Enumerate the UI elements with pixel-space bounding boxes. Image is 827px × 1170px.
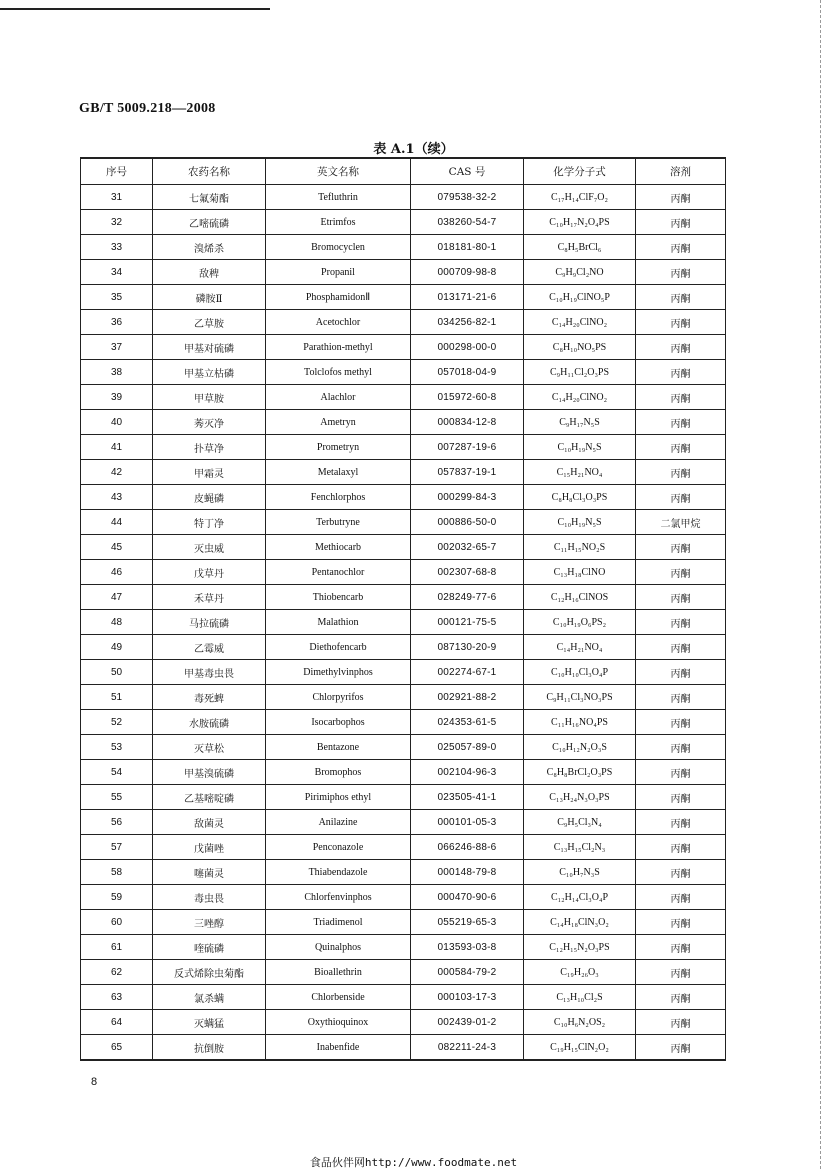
cell-serial-number: 56 bbox=[81, 810, 153, 835]
cell-english-name: Bromophos bbox=[266, 760, 411, 785]
cell-chemical-formula: C₁₀H₁₉N₅S bbox=[524, 510, 636, 535]
table-body bbox=[81, 185, 726, 1061]
header-cas-number: CAS 号 bbox=[411, 158, 524, 185]
cell-cas-number: 013171-21-6 bbox=[411, 285, 524, 310]
cell-cas-number: 000470-90-6 bbox=[411, 885, 524, 910]
cell-english-name: Pirimiphos ethyl bbox=[266, 785, 411, 810]
cell-pesticide-name: 乙草胺 bbox=[153, 310, 266, 335]
cell-solvent: 丙酮 bbox=[636, 960, 726, 985]
table-row bbox=[81, 285, 726, 310]
cell-pesticide-name: 敌菌灵 bbox=[153, 810, 266, 835]
cell-pesticide-name: 禾草丹 bbox=[153, 585, 266, 610]
table-row bbox=[81, 260, 726, 285]
cell-pesticide-name: 抗倒胺 bbox=[153, 1035, 266, 1061]
scan-edge bbox=[819, 0, 821, 1169]
cell-english-name: Chlorfenvinphos bbox=[266, 885, 411, 910]
cell-serial-number: 52 bbox=[81, 710, 153, 735]
cell-pesticide-name: 反式烯除虫菊酯 bbox=[153, 960, 266, 985]
cell-cas-number: 002921-88-2 bbox=[411, 685, 524, 710]
cell-serial-number: 37 bbox=[81, 335, 153, 360]
cell-pesticide-name: 莠灭净 bbox=[153, 410, 266, 435]
cell-english-name: Quinalphos bbox=[266, 935, 411, 960]
cell-chemical-formula: C₉H₅Cl₃N₄ bbox=[524, 810, 636, 835]
header-serial-number: 序号 bbox=[81, 158, 153, 185]
cell-solvent: 丙酮 bbox=[636, 485, 726, 510]
cell-serial-number: 53 bbox=[81, 735, 153, 760]
cell-english-name: Terbutryne bbox=[266, 510, 411, 535]
cell-solvent: 丙酮 bbox=[636, 285, 726, 310]
table-row bbox=[81, 360, 726, 385]
cell-chemical-formula: C₁₉H₂₆O₃ bbox=[524, 960, 636, 985]
cell-chemical-formula: C₁₄H₂₀ClNO₂ bbox=[524, 310, 636, 335]
cell-serial-number: 39 bbox=[81, 385, 153, 410]
cell-serial-number: 38 bbox=[81, 360, 153, 385]
table-row bbox=[81, 560, 726, 585]
cell-cas-number: 002307-68-8 bbox=[411, 560, 524, 585]
cell-pesticide-name: 戊菌唑 bbox=[153, 835, 266, 860]
cell-cas-number: 079538-32-2 bbox=[411, 185, 524, 210]
table-row bbox=[81, 610, 726, 635]
cell-pesticide-name: 甲霜灵 bbox=[153, 460, 266, 485]
cell-chemical-formula: C₁₄H₂₁NO₄ bbox=[524, 635, 636, 660]
cell-serial-number: 58 bbox=[81, 860, 153, 885]
table-row bbox=[81, 335, 726, 360]
cell-chemical-formula: C₁₂H₁₅N₂O₃PS bbox=[524, 935, 636, 960]
table-row bbox=[81, 810, 726, 835]
cell-english-name: Diethofencarb bbox=[266, 635, 411, 660]
cell-chemical-formula: C₁₃H₁₅Cl₂N₃ bbox=[524, 835, 636, 860]
table-row bbox=[81, 460, 726, 485]
cell-cas-number: 007287-19-6 bbox=[411, 435, 524, 460]
cell-chemical-formula: C₁₃H₂₄N₃O₃PS bbox=[524, 785, 636, 810]
page-number: 8 bbox=[91, 1076, 98, 1088]
cell-solvent: 丙酮 bbox=[636, 235, 726, 260]
table-row bbox=[81, 760, 726, 785]
cell-english-name: Parathion-methyl bbox=[266, 335, 411, 360]
standard-code: GB/T 5009.218—2008 bbox=[79, 101, 216, 116]
cell-pesticide-name: 磷胺Ⅱ bbox=[153, 285, 266, 310]
cell-pesticide-name: 噻菌灵 bbox=[153, 860, 266, 885]
cell-solvent: 丙酮 bbox=[636, 910, 726, 935]
cell-chemical-formula: C₁₄H₁₈ClN₃O₂ bbox=[524, 910, 636, 935]
cell-solvent: 丙酮 bbox=[636, 935, 726, 960]
cell-serial-number: 57 bbox=[81, 835, 153, 860]
cell-solvent: 丙酮 bbox=[636, 785, 726, 810]
cell-solvent: 丙酮 bbox=[636, 660, 726, 685]
table-row bbox=[81, 935, 726, 960]
cell-english-name: Chlorpyrifos bbox=[266, 685, 411, 710]
cell-cas-number: 002032-65-7 bbox=[411, 535, 524, 560]
cell-cas-number: 002439-01-2 bbox=[411, 1010, 524, 1035]
cell-solvent: 丙酮 bbox=[636, 560, 726, 585]
cell-pesticide-name: 甲基毒虫畏 bbox=[153, 660, 266, 685]
cell-chemical-formula: C₁₅H₂₁NO₄ bbox=[524, 460, 636, 485]
table-row bbox=[81, 535, 726, 560]
cell-serial-number: 45 bbox=[81, 535, 153, 560]
cell-pesticide-name: 皮蝇磷 bbox=[153, 485, 266, 510]
cell-serial-number: 41 bbox=[81, 435, 153, 460]
table-title: 表 A.1（续） bbox=[373, 142, 454, 157]
cell-solvent: 丙酮 bbox=[636, 635, 726, 660]
cell-pesticide-name: 乙基嘧啶磷 bbox=[153, 785, 266, 810]
cell-english-name: Tolclofos methyl bbox=[266, 360, 411, 385]
cell-cas-number: 000886-50-0 bbox=[411, 510, 524, 535]
cell-serial-number: 35 bbox=[81, 285, 153, 310]
cell-serial-number: 33 bbox=[81, 235, 153, 260]
cell-chemical-formula: C₁₇H₁₄ClF₇O₂ bbox=[524, 185, 636, 210]
cell-solvent: 丙酮 bbox=[636, 685, 726, 710]
cell-solvent: 丙酮 bbox=[636, 585, 726, 610]
cell-pesticide-name: 戊草丹 bbox=[153, 560, 266, 585]
table-row bbox=[81, 660, 726, 685]
cell-pesticide-name: 毒虫畏 bbox=[153, 885, 266, 910]
cell-cas-number: 000298-00-0 bbox=[411, 335, 524, 360]
cell-pesticide-name: 灭虫威 bbox=[153, 535, 266, 560]
cell-solvent: 丙酮 bbox=[636, 610, 726, 635]
table-row bbox=[81, 185, 726, 210]
cell-serial-number: 34 bbox=[81, 260, 153, 285]
table-row bbox=[81, 885, 726, 910]
cell-chemical-formula: C₈H₈BrCl₂O₃PS bbox=[524, 760, 636, 785]
cell-solvent: 丙酮 bbox=[636, 760, 726, 785]
cell-english-name: Metalaxyl bbox=[266, 460, 411, 485]
cell-solvent: 丙酮 bbox=[636, 860, 726, 885]
cell-english-name: Penconazole bbox=[266, 835, 411, 860]
cell-serial-number: 49 bbox=[81, 635, 153, 660]
cell-cas-number: 025057-89-0 bbox=[411, 735, 524, 760]
cell-english-name: Inabenfide bbox=[266, 1035, 411, 1061]
cell-serial-number: 32 bbox=[81, 210, 153, 235]
cell-solvent: 丙酮 bbox=[636, 460, 726, 485]
cell-solvent: 丙酮 bbox=[636, 535, 726, 560]
cell-chemical-formula: C₁₁H₁₅NO₂S bbox=[524, 535, 636, 560]
cell-chemical-formula: C₁₁H₁₆NO₄PS bbox=[524, 710, 636, 735]
cell-chemical-formula: C₈H₈Cl₃O₃PS bbox=[524, 485, 636, 510]
table-row bbox=[81, 685, 726, 710]
cell-solvent: 丙酮 bbox=[636, 735, 726, 760]
cell-chemical-formula: C₁₀H₁₀Cl₃O₄P bbox=[524, 660, 636, 685]
cell-english-name: PhosphamidonⅡ bbox=[266, 285, 411, 310]
top-rule bbox=[0, 8, 270, 10]
cell-pesticide-name: 马拉硫磷 bbox=[153, 610, 266, 635]
cell-english-name: Thiabendazole bbox=[266, 860, 411, 885]
cell-cas-number: 028249-77-6 bbox=[411, 585, 524, 610]
cell-pesticide-name: 甲基溴硫磷 bbox=[153, 760, 266, 785]
cell-chemical-formula: C₁₂H₁₆ClNOS bbox=[524, 585, 636, 610]
table-row bbox=[81, 960, 726, 985]
cell-cas-number: 024353-61-5 bbox=[411, 710, 524, 735]
cell-solvent: 丙酮 bbox=[636, 885, 726, 910]
table-row bbox=[81, 235, 726, 260]
footer-watermark: 食品伙伴网http://www.foodmate.net bbox=[309, 1156, 518, 1169]
cell-serial-number: 55 bbox=[81, 785, 153, 810]
cell-pesticide-name: 喹硫磷 bbox=[153, 935, 266, 960]
cell-serial-number: 44 bbox=[81, 510, 153, 535]
cell-serial-number: 42 bbox=[81, 460, 153, 485]
cell-solvent: 丙酮 bbox=[636, 185, 726, 210]
cell-chemical-formula: C₁₂H₁₄Cl₃O₄P bbox=[524, 885, 636, 910]
cell-english-name: Bentazone bbox=[266, 735, 411, 760]
cell-english-name: Acetochlor bbox=[266, 310, 411, 335]
cell-chemical-formula: C₉H₁₁Cl₃NO₃PS bbox=[524, 685, 636, 710]
cell-serial-number: 65 bbox=[81, 1035, 153, 1061]
cell-solvent: 丙酮 bbox=[636, 260, 726, 285]
cell-solvent: 丙酮 bbox=[636, 710, 726, 735]
cell-chemical-formula: C₁₀H₁₉N₅S bbox=[524, 435, 636, 460]
cell-chemical-formula: C₁₀H₆N₂OS₂ bbox=[524, 1010, 636, 1035]
table-row bbox=[81, 910, 726, 935]
cell-pesticide-name: 敌稗 bbox=[153, 260, 266, 285]
cell-chemical-formula: C₉H₁₇N₅S bbox=[524, 410, 636, 435]
cell-chemical-formula: C₁₀H₁₇N₂O₄PS bbox=[524, 210, 636, 235]
cell-pesticide-name: 乙霉威 bbox=[153, 635, 266, 660]
cell-serial-number: 40 bbox=[81, 410, 153, 435]
cell-solvent: 二氯甲烷 bbox=[636, 510, 726, 535]
cell-english-name: Prometryn bbox=[266, 435, 411, 460]
cell-solvent: 丙酮 bbox=[636, 835, 726, 860]
cell-solvent: 丙酮 bbox=[636, 335, 726, 360]
cell-serial-number: 63 bbox=[81, 985, 153, 1010]
cell-solvent: 丙酮 bbox=[636, 1010, 726, 1035]
cell-chemical-formula: C₁₄H₂₀ClNO₂ bbox=[524, 385, 636, 410]
cell-chemical-formula: C₈H₅BrCl₆ bbox=[524, 235, 636, 260]
table-row bbox=[81, 410, 726, 435]
cell-solvent: 丙酮 bbox=[636, 1035, 726, 1061]
cell-cas-number: 057018-04-9 bbox=[411, 360, 524, 385]
cell-english-name: Methiocarb bbox=[266, 535, 411, 560]
table-row bbox=[81, 710, 726, 735]
cell-solvent: 丙酮 bbox=[636, 310, 726, 335]
cell-serial-number: 48 bbox=[81, 610, 153, 635]
cell-chemical-formula: C₉H₁₁Cl₂O₃PS bbox=[524, 360, 636, 385]
cell-english-name: Pentanochlor bbox=[266, 560, 411, 585]
pesticide-table bbox=[80, 157, 726, 1061]
cell-cas-number: 000299-84-3 bbox=[411, 485, 524, 510]
cell-serial-number: 54 bbox=[81, 760, 153, 785]
cell-cas-number: 000121-75-5 bbox=[411, 610, 524, 635]
cell-cas-number: 000103-17-3 bbox=[411, 985, 524, 1010]
cell-cas-number: 082211-24-3 bbox=[411, 1035, 524, 1061]
header-english-name: 英文名称 bbox=[266, 158, 411, 185]
table-row bbox=[81, 435, 726, 460]
cell-serial-number: 51 bbox=[81, 685, 153, 710]
table-row bbox=[81, 1010, 726, 1035]
cell-solvent: 丙酮 bbox=[636, 210, 726, 235]
cell-serial-number: 59 bbox=[81, 885, 153, 910]
cell-serial-number: 46 bbox=[81, 560, 153, 585]
table-row bbox=[81, 385, 726, 410]
cell-pesticide-name: 甲基立枯磷 bbox=[153, 360, 266, 385]
cell-cas-number: 002274-67-1 bbox=[411, 660, 524, 685]
cell-pesticide-name: 毒死蜱 bbox=[153, 685, 266, 710]
table-row bbox=[81, 785, 726, 810]
cell-english-name: Bromocyclen bbox=[266, 235, 411, 260]
cell-english-name: Dimethylvinphos bbox=[266, 660, 411, 685]
cell-pesticide-name: 三唑醇 bbox=[153, 910, 266, 935]
cell-english-name: Ametryn bbox=[266, 410, 411, 435]
cell-pesticide-name: 特丁净 bbox=[153, 510, 266, 535]
cell-english-name: Thiobencarb bbox=[266, 585, 411, 610]
cell-english-name: Chlorbenside bbox=[266, 985, 411, 1010]
cell-english-name: Tefluthrin bbox=[266, 185, 411, 210]
table-row bbox=[81, 735, 726, 760]
cell-english-name: Malathion bbox=[266, 610, 411, 635]
cell-serial-number: 36 bbox=[81, 310, 153, 335]
cell-english-name: Etrimfos bbox=[266, 210, 411, 235]
cell-pesticide-name: 水胺硫磷 bbox=[153, 710, 266, 735]
table-row bbox=[81, 585, 726, 610]
cell-english-name: Alachlor bbox=[266, 385, 411, 410]
cell-serial-number: 61 bbox=[81, 935, 153, 960]
table-row bbox=[81, 210, 726, 235]
cell-cas-number: 023505-41-1 bbox=[411, 785, 524, 810]
cell-pesticide-name: 七氟菊酯 bbox=[153, 185, 266, 210]
cell-cas-number: 000584-79-2 bbox=[411, 960, 524, 985]
table-row bbox=[81, 310, 726, 335]
cell-serial-number: 31 bbox=[81, 185, 153, 210]
cell-chemical-formula: C₉H₉Cl₂NO bbox=[524, 260, 636, 285]
cell-cas-number: 000709-98-8 bbox=[411, 260, 524, 285]
cell-solvent: 丙酮 bbox=[636, 810, 726, 835]
cell-solvent: 丙酮 bbox=[636, 435, 726, 460]
cell-pesticide-name: 甲草胺 bbox=[153, 385, 266, 410]
cell-cas-number: 000834-12-8 bbox=[411, 410, 524, 435]
cell-cas-number: 034256-82-1 bbox=[411, 310, 524, 335]
table-row bbox=[81, 635, 726, 660]
cell-cas-number: 066246-88-6 bbox=[411, 835, 524, 860]
cell-serial-number: 43 bbox=[81, 485, 153, 510]
cell-pesticide-name: 乙嘧硫磷 bbox=[153, 210, 266, 235]
cell-chemical-formula: C₁₀H₁₉O₆PS₂ bbox=[524, 610, 636, 635]
cell-chemical-formula: C₁₃H₁₀Cl₂S bbox=[524, 985, 636, 1010]
cell-serial-number: 60 bbox=[81, 910, 153, 935]
cell-serial-number: 47 bbox=[81, 585, 153, 610]
cell-pesticide-name: 溴烯杀 bbox=[153, 235, 266, 260]
table-row bbox=[81, 1035, 726, 1061]
cell-cas-number: 015972-60-8 bbox=[411, 385, 524, 410]
cell-cas-number: 002104-96-3 bbox=[411, 760, 524, 785]
cell-cas-number: 038260-54-7 bbox=[411, 210, 524, 235]
cell-cas-number: 018181-80-1 bbox=[411, 235, 524, 260]
cell-chemical-formula: C₁₀H₇N₃S bbox=[524, 860, 636, 885]
header-solvent: 溶剂 bbox=[636, 158, 726, 185]
cell-english-name: Isocarbophos bbox=[266, 710, 411, 735]
cell-pesticide-name: 灭螨猛 bbox=[153, 1010, 266, 1035]
cell-pesticide-name: 氯杀螨 bbox=[153, 985, 266, 1010]
cell-chemical-formula: C₁₃H₁₈ClNO bbox=[524, 560, 636, 585]
header-chemical-formula: 化学分子式 bbox=[524, 158, 636, 185]
cell-pesticide-name: 甲基对硫磷 bbox=[153, 335, 266, 360]
cell-chemical-formula: C₁₀H₁₉ClNO₅P bbox=[524, 285, 636, 310]
table-header-row bbox=[81, 158, 726, 185]
table-row bbox=[81, 835, 726, 860]
cell-serial-number: 62 bbox=[81, 960, 153, 985]
cell-solvent: 丙酮 bbox=[636, 985, 726, 1010]
cell-english-name: Oxythioquinox bbox=[266, 1010, 411, 1035]
header-pesticide-name: 农药名称 bbox=[153, 158, 266, 185]
cell-cas-number: 000101-05-3 bbox=[411, 810, 524, 835]
cell-english-name: Fenchlorphos bbox=[266, 485, 411, 510]
cell-english-name: Triadimenol bbox=[266, 910, 411, 935]
cell-solvent: 丙酮 bbox=[636, 360, 726, 385]
table-row bbox=[81, 860, 726, 885]
table-row bbox=[81, 510, 726, 535]
cell-chemical-formula: C₈H₁₀NO₅PS bbox=[524, 335, 636, 360]
cell-serial-number: 50 bbox=[81, 660, 153, 685]
cell-english-name: Bioallethrin bbox=[266, 960, 411, 985]
cell-pesticide-name: 灭草松 bbox=[153, 735, 266, 760]
cell-pesticide-name: 扑草净 bbox=[153, 435, 266, 460]
cell-english-name: Propanil bbox=[266, 260, 411, 285]
table-row bbox=[81, 485, 726, 510]
cell-english-name: Anilazine bbox=[266, 810, 411, 835]
table-row bbox=[81, 985, 726, 1010]
cell-cas-number: 057837-19-1 bbox=[411, 460, 524, 485]
cell-solvent: 丙酮 bbox=[636, 385, 726, 410]
cell-cas-number: 087130-20-9 bbox=[411, 635, 524, 660]
cell-chemical-formula: C₁₉H₁₅ClN₂O₂ bbox=[524, 1035, 636, 1061]
cell-solvent: 丙酮 bbox=[636, 410, 726, 435]
cell-chemical-formula: C₁₀H₁₂N₂O₃S bbox=[524, 735, 636, 760]
cell-cas-number: 000148-79-8 bbox=[411, 860, 524, 885]
cell-cas-number: 013593-03-8 bbox=[411, 935, 524, 960]
cell-cas-number: 055219-65-3 bbox=[411, 910, 524, 935]
cell-serial-number: 64 bbox=[81, 1010, 153, 1035]
